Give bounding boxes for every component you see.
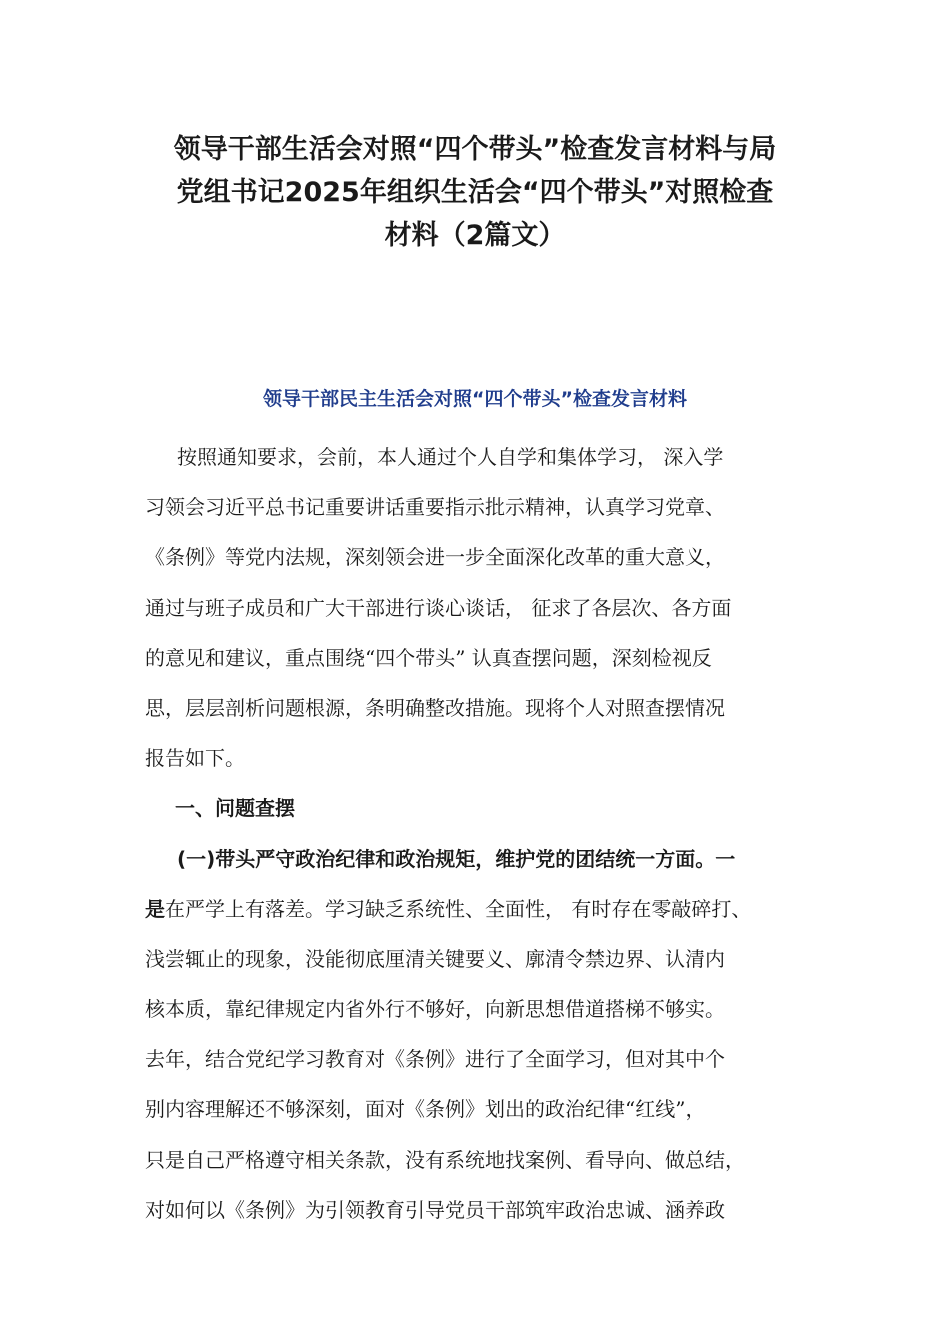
para2-line-3: 核本质，靠纪律规定内省外行不够好，向新思想借道搭梯不够实。 bbox=[145, 997, 725, 1022]
para2-first-rest: 在严学上有落差。学习缺乏系统性、全面性， 有时存在零敲碎打、 bbox=[165, 896, 752, 921]
intro-line-2: 习领会习近平总书记重要讲话重要指示批示精神，认真学习党章、 bbox=[145, 495, 725, 520]
title-line-3: 材料（2篇文） bbox=[384, 220, 566, 251]
document-title bbox=[130, 128, 820, 257]
intro-line-3: 《条例》等党内法规，深刻领会进一步全面深化改革的重大意义， bbox=[145, 545, 725, 570]
para2-line-5: 别内容理解还不够深刻，面对《条例》划出的政治纪律“红线”， bbox=[145, 1097, 706, 1122]
para2-line-4: 去年，结合党纪学习教育对《条例》进行了全面学习，但对其中个 bbox=[145, 1047, 725, 1072]
intro-line-7: 报告如下。 bbox=[145, 746, 245, 771]
intro-line-1: 按照通知要求，会前，本人通过个人自学和集体学习， 深入学 bbox=[177, 445, 724, 469]
para2-line-6: 只是自己严格遵守相关条款，没有系统地找案例、看导向、做总结， bbox=[145, 1147, 745, 1172]
intro-line-4: 通过与班子成员和广大干部进行谈心谈话， 征求了各层次、各方面 bbox=[145, 595, 732, 620]
para2-line-2: 浅尝辄止的现象，没能彻底厘清关键要义、廓清令禁边界、认清内 bbox=[145, 946, 725, 971]
title-line-2: 党组书记2025年组织生活会“四个带头”对照检查 bbox=[176, 177, 774, 208]
section-heading: 一、问题查摆 bbox=[175, 796, 295, 821]
intro-line-5: 的意见和建议，重点围绕“四个带头” 认真查摆问题，深刻检视反 bbox=[145, 645, 712, 670]
para2-line-1 bbox=[145, 884, 825, 934]
intro-line-6: 思，层层剖析问题根源，条明确整改措施。现将个人对照查摆情况 bbox=[145, 695, 725, 720]
document-subtitle: 领导干部民主生活会对照“四个带头”检查发言材料 bbox=[263, 388, 687, 410]
para2-line-7: 对如何以《条例》为引领教育引导党员干部筑牢政治忠诚、涵养政 bbox=[145, 1197, 725, 1222]
para2-bold-start: 是 bbox=[145, 896, 165, 921]
title-line-1: 领导干部生活会对照“四个带头”检查发言材料与局 bbox=[173, 134, 777, 165]
document-body bbox=[145, 432, 825, 1235]
subsection-heading: (一)带头严守政治纪律和政治规矩，维护党的团结统一方面。一 bbox=[177, 846, 736, 871]
